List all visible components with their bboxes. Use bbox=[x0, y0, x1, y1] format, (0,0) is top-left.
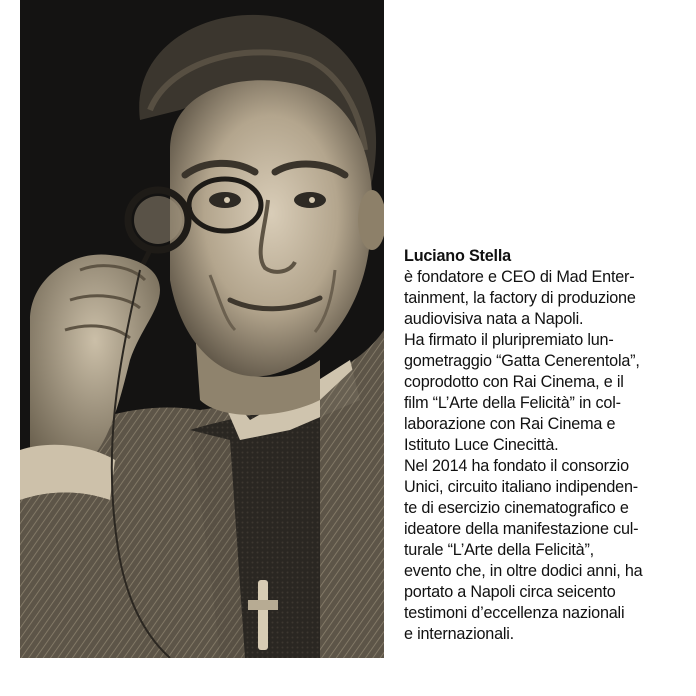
bio-line: Nel 2014 ha fondato il consorzio bbox=[404, 457, 629, 475]
bio-line: testimoni d’eccellenza nazionali bbox=[404, 604, 625, 622]
bio-line: gometraggio “Gatta Cenerentola”, bbox=[404, 352, 640, 370]
bio-line: coprodotto con Rai Cinema, e il bbox=[404, 373, 624, 391]
bio-line: è fondatore e CEO di Mad Enter- bbox=[404, 268, 635, 286]
bio-line: turale “L’Arte della Felicità”, bbox=[404, 541, 594, 559]
bio-text-block bbox=[404, 246, 688, 645]
person-name: Luciano Stella bbox=[404, 247, 511, 265]
bio-line: evento che, in oltre dodici anni, ha bbox=[404, 562, 643, 580]
bio-line: Unici, circuito italiano indipenden- bbox=[404, 478, 638, 496]
bio-line: tainment, la factory di produzione bbox=[404, 289, 636, 307]
bio-line: te di esercizio cinematografico e bbox=[404, 499, 629, 517]
bio-line: film “L’Arte della Felicità” in col- bbox=[404, 394, 621, 412]
bio-line: Istituto Luce Cinecittà. bbox=[404, 436, 559, 454]
bio-line: audiovisiva nata a Napoli. bbox=[404, 310, 584, 328]
bio-line: portato a Napoli circa seicento bbox=[404, 583, 616, 601]
bio-line: laborazione con Rai Cinema e bbox=[404, 415, 616, 433]
bio-line: e internazionali. bbox=[404, 625, 514, 643]
portrait-photo bbox=[20, 0, 384, 658]
portrait-illustration bbox=[20, 0, 384, 658]
bio-line: Ha firmato il pluripremiato lun- bbox=[404, 331, 614, 349]
bio-line: ideatore della manifestazione cul- bbox=[404, 520, 639, 538]
